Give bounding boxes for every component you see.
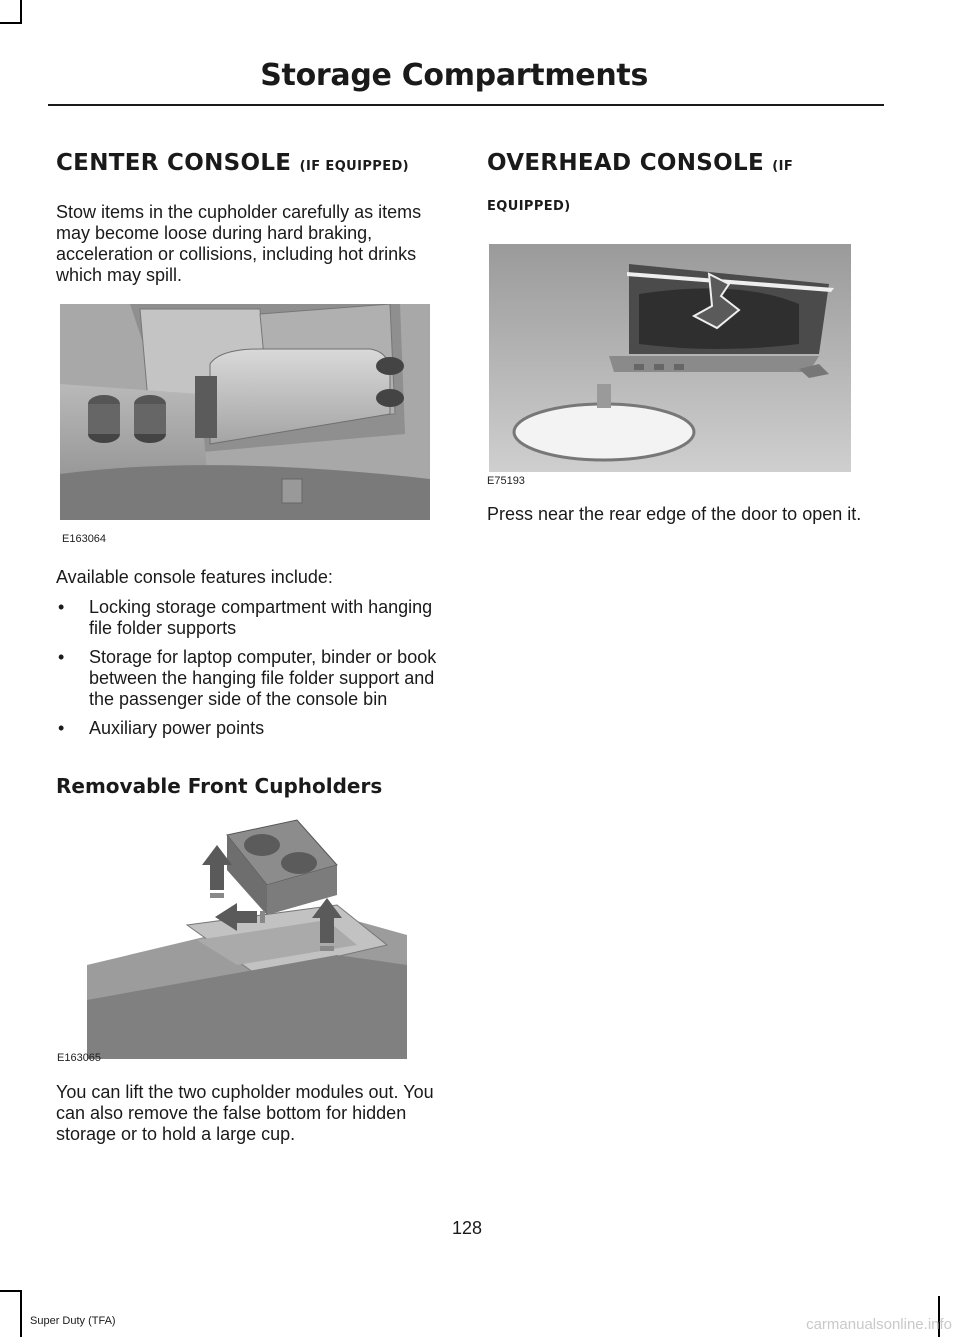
cupholders-illustration bbox=[87, 815, 407, 1059]
footer-model: Super Duty (TFA) bbox=[30, 1315, 116, 1327]
list-item: • Auxiliary power points bbox=[58, 718, 265, 738]
features-list bbox=[56, 597, 451, 747]
section-heading-overhead-console bbox=[487, 152, 793, 175]
cupholder-paragraph: You can lift the two cupholder modules out. You can also remove the false bottom for hidden storage or to hold a large cup. bbox=[56, 1082, 434, 1144]
watermark: carmanualsonline.info bbox=[806, 1316, 952, 1333]
page-title: Storage Compartments bbox=[260, 58, 648, 93]
crop-mark bbox=[0, 22, 22, 24]
section-heading-center-console bbox=[56, 152, 409, 175]
crop-mark bbox=[20, 1290, 22, 1337]
overhead-console-paragraph: Press near the rear edge of the door to open it. bbox=[487, 504, 862, 524]
header-divider bbox=[48, 104, 884, 106]
heading-note: EQUIPPED) bbox=[487, 199, 571, 214]
heading-main: OVERHEAD CONSOLE bbox=[487, 150, 764, 176]
list-item: • Locking storage compartment with hanging file folder supports bbox=[58, 597, 433, 638]
heading-note: (IF bbox=[772, 159, 794, 174]
crop-mark bbox=[0, 1290, 22, 1292]
figure-center-console bbox=[60, 304, 430, 520]
figure-id: E163065 bbox=[57, 1052, 102, 1064]
subheading-removable-cupholders: Removable Front Cupholders bbox=[56, 774, 383, 798]
bullet: • bbox=[58, 597, 65, 617]
heading-note-continued bbox=[487, 192, 571, 215]
intro-paragraph: Stow items in the cupholder carefully as items may become loose during hard braking, acceleration or collisions, including hot drinks which may spill. bbox=[56, 202, 422, 285]
list-item: • Storage for laptop computer, binder or book between the hanging file folder support and the passenger side of the console bin bbox=[58, 647, 437, 709]
figure-removable-cupholders bbox=[87, 815, 407, 1059]
overhead-console-illustration bbox=[489, 244, 851, 472]
center-console-illustration bbox=[60, 304, 430, 520]
figure-id: E163064 bbox=[62, 533, 107, 545]
bullet: • bbox=[58, 718, 65, 738]
crop-mark bbox=[20, 0, 22, 24]
page-number: 128 bbox=[451, 1218, 483, 1238]
bullet: • bbox=[58, 647, 65, 667]
figure-overhead-console bbox=[489, 244, 851, 472]
heading-note: (IF EQUIPPED) bbox=[299, 159, 410, 174]
features-label: Available console features include: bbox=[56, 567, 333, 587]
figure-id: E75193 bbox=[487, 475, 525, 487]
heading-main: CENTER CONSOLE bbox=[56, 150, 292, 176]
